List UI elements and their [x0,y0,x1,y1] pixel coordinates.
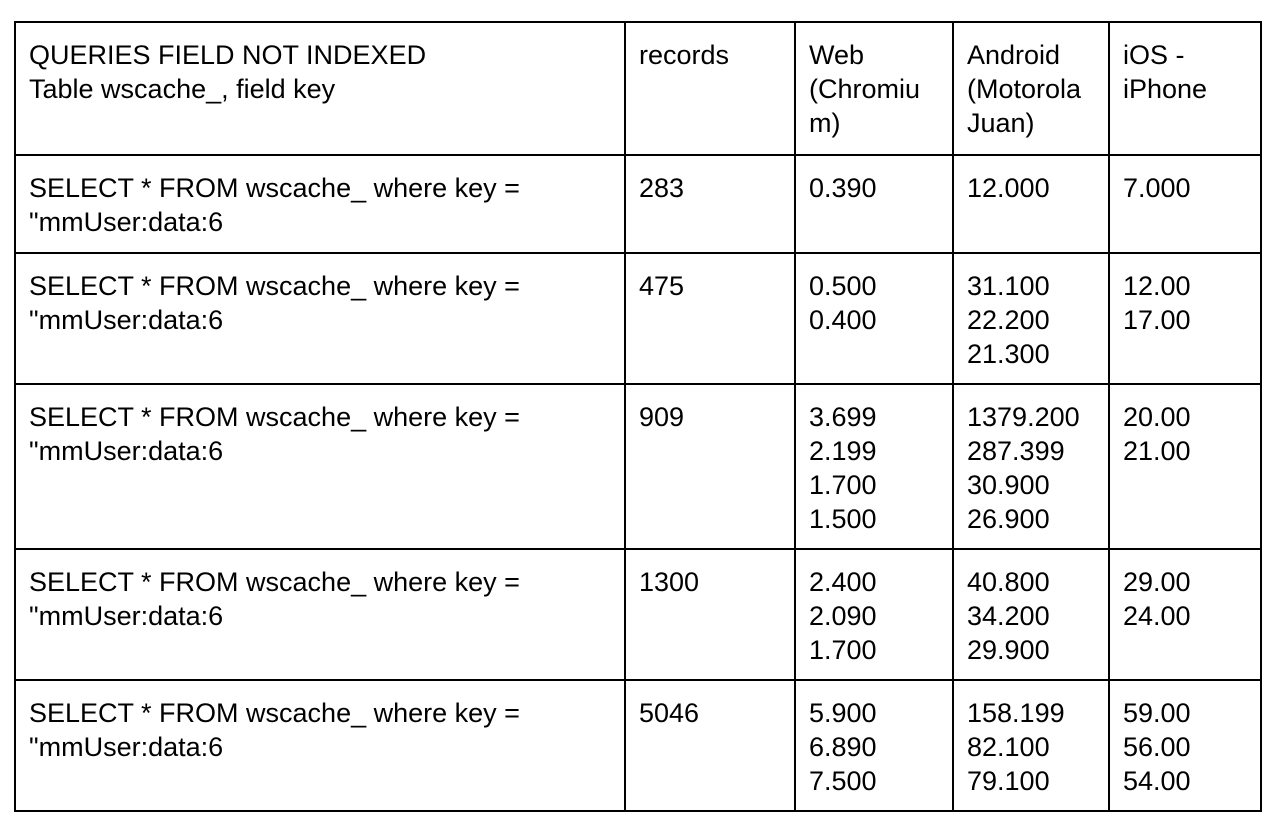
android-cell: 31.100 22.200 21.300 [953,253,1109,384]
table-row [15,253,1261,384]
header-row [15,22,1261,155]
query-cell: SELECT * FROM wscache_ where key = "mmUser:data:6 [15,155,625,253]
table-row [15,680,1261,811]
header-web: Web (Chromiu m) [795,22,953,155]
web-cell: 5.900 6.890 7.500 [795,680,953,811]
header-query: QUERIES FIELD NOT INDEXED Table wscache_, field key [15,22,625,155]
ios-cell: 7.000 [1109,155,1261,253]
web-cell: 0.390 [795,155,953,253]
table-row [15,549,1261,680]
ios-cell: 59.00 56.00 54.00 [1109,680,1261,811]
records-cell: 475 [625,253,795,384]
query-cell: SELECT * FROM wscache_ where key = "mmUser:data:6 [15,549,625,680]
query-cell: SELECT * FROM wscache_ where key = "mmUser:data:6 [15,384,625,549]
web-cell: 0.500 0.400 [795,253,953,384]
header-android: Android (Motorola Juan) [953,22,1109,155]
query-cell: SELECT * FROM wscache_ where key = "mmUser:data:6 [15,680,625,811]
query-cell: SELECT * FROM wscache_ where key = "mmUser:data:6 [15,253,625,384]
web-cell: 3.699 2.199 1.700 1.500 [795,384,953,549]
header-ios: iOS - iPhone [1109,22,1261,155]
android-cell: 158.199 82.100 79.100 [953,680,1109,811]
android-cell: 12.000 [953,155,1109,253]
web-cell: 2.400 2.090 1.700 [795,549,953,680]
records-cell: 1300 [625,549,795,680]
ios-cell: 12.00 17.00 [1109,253,1261,384]
ios-cell: 29.00 24.00 [1109,549,1261,680]
benchmark-table [14,21,1262,812]
table-row [15,384,1261,549]
ios-cell: 20.00 21.00 [1109,384,1261,549]
android-cell: 1379.200 287.399 30.900 26.900 [953,384,1109,549]
records-cell: 5046 [625,680,795,811]
table-row [15,155,1261,253]
records-cell: 283 [625,155,795,253]
android-cell: 40.800 34.200 29.900 [953,549,1109,680]
records-cell: 909 [625,384,795,549]
header-records: records [625,22,795,155]
